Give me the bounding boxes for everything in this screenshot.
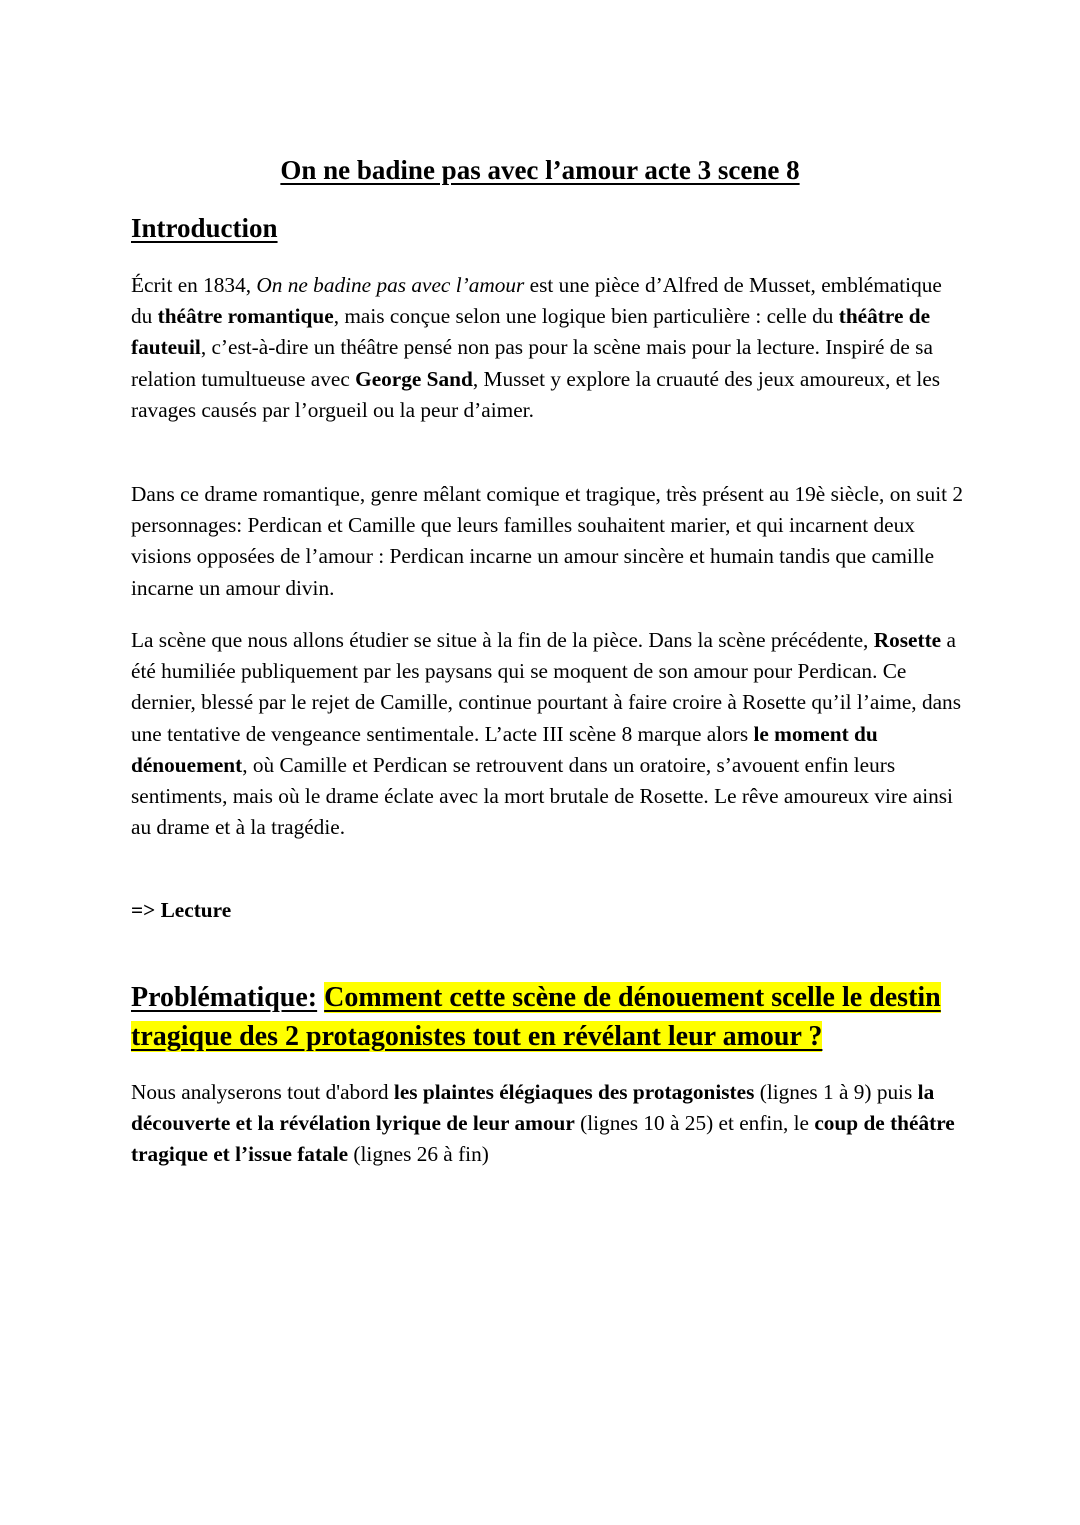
- text-run: La scène que nous allons étudier se situe à la fin de la pièce. Dans la scène précédente,: [131, 628, 874, 652]
- text-run: , Musset y explore la cruauté des jeux amoureux, et les ravages causés par l’orgueil ou la peur d’aimer.: [131, 366, 941, 422]
- introduction-heading: Introduction: [131, 213, 278, 243]
- bold-term: les plaintes élégiaques des protagonistes: [393, 1080, 755, 1104]
- bold-term: George Sand: [355, 366, 473, 391]
- text-run: Nous analyserons tout d'abord: [131, 1080, 394, 1104]
- plan-paragraph: [131, 1077, 966, 1171]
- lecture-note: => Lecture: [131, 898, 232, 922]
- bold-term: Rosette: [873, 628, 942, 652]
- intro-paragraph-3: [131, 625, 966, 843]
- text-run: a été humiliée publiquement par les paysans qui se moquent de son amour pour Perdican. Ce dernier, blessé par le rejet de Camille, continue pourtant à faire croire à Rosette qu’il l’aime, dans une tentative de vengeance sentimentale. L’acte III scène 8 marque alors: [131, 628, 961, 746]
- text-run: (lignes 1 à 9) puis: [754, 1080, 918, 1104]
- text-run: est une pièce d’Alfred de Musset, emblématique du: [131, 273, 942, 329]
- bold-term: la découverte et la révélation lyrique de leur amour: [131, 1080, 935, 1136]
- text-run: , où Camille et Perdican se retrouvent dans un oratoire, s’avouent enfin leurs sentiments, mais où le drame éclate avec la mort brutale de Rosette. Le rêve amoureux vire ainsi au drame et à la tragédie.: [131, 752, 953, 840]
- bold-term: théâtre de fauteuil: [131, 304, 931, 360]
- problematique-label: Problématique:: [131, 982, 318, 1013]
- text-run: (lignes 10 à 25) et enfin, le: [574, 1111, 815, 1136]
- work-title: On ne badine pas avec l’amour: [256, 273, 525, 297]
- intro-paragraph-2: Dans ce drame romantique, genre mêlant comique et tragique, très présent au 19è siècle, on suit 2 personnages: Perdican et Camille que leurs familles souhaitent marier, et qui incarnent deux visions opposées de l’amour : Perdican incarne un amour sincère et humain tandis que camille incarne un amour divin.: [131, 482, 964, 600]
- document-title: On ne badine pas avec l’amour acte 3 scene 8: [280, 155, 800, 185]
- bold-term: théâtre romantique: [157, 304, 334, 329]
- problematique-question: Comment cette scène de dénouement scelle le destin tragique des 2 protagonistes tout en révélant leur amour ?: [131, 982, 941, 1052]
- problematique: [131, 978, 966, 1056]
- text-run: , mais conçue selon une logique bien particulière : celle du: [333, 304, 839, 329]
- bold-term: coup de théâtre tragique et l’issue fatale: [131, 1111, 955, 1167]
- text-run: (lignes 26 à fin): [348, 1142, 489, 1167]
- text-run: , c’est-à-dire un théâtre pensé non pas pour la scène mais pour la lecture. Inspiré de sa relation tumultueuse avec: [131, 335, 933, 391]
- text-run: Écrit en 1834,: [131, 273, 257, 297]
- intro-paragraph-1: [131, 270, 966, 426]
- bold-term: le moment du dénouement: [131, 721, 878, 777]
